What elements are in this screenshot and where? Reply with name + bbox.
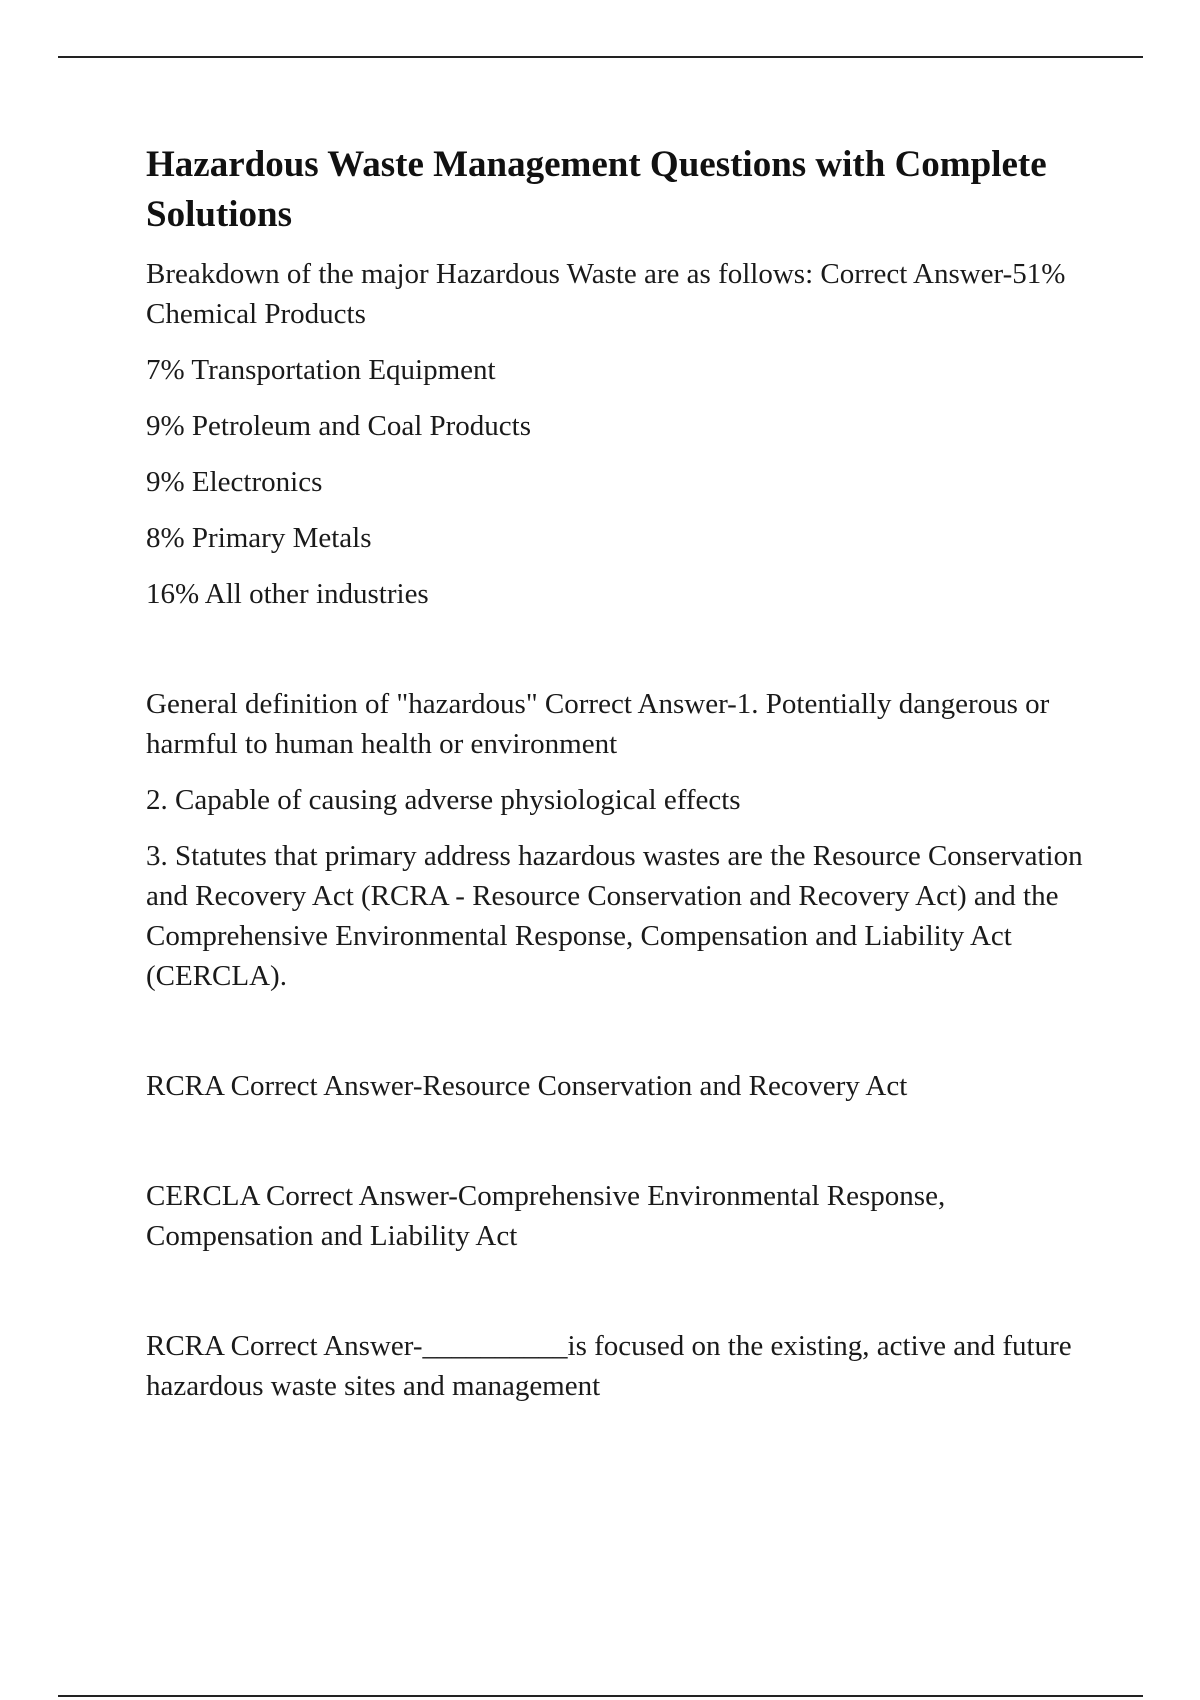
top-rule bbox=[58, 56, 1143, 58]
answer-line-transportation: 7% Transportation Equipment bbox=[146, 354, 496, 386]
page-title: Hazardous Waste Management Questions with Complete Solutions bbox=[146, 144, 1047, 235]
bottom-rule bbox=[58, 1695, 1143, 1697]
question-rcra-focus: RCRA Correct Answer-__________is focused on the existing, active and future hazardous waste sites and management bbox=[146, 1330, 1072, 1402]
question-waste-breakdown: Breakdown of the major Hazardous Waste are as follows: Correct Answer-51% Chemical Products bbox=[146, 258, 1066, 330]
answer-line-physiological: 2. Capable of causing adverse physiological effects bbox=[146, 784, 741, 816]
document-body bbox=[146, 140, 1086, 1422]
question-rcra: RCRA Correct Answer-Resource Conservation and Recovery Act bbox=[146, 1070, 908, 1102]
question-hazardous-definition: General definition of "hazardous" Correct Answer-1. Potentially dangerous or harmful to human health or environment bbox=[146, 688, 1050, 760]
question-cercla: CERCLA Correct Answer-Comprehensive Environmental Response, Compensation and Liability Act bbox=[146, 1180, 946, 1252]
answer-line-electronics: 9% Electronics bbox=[146, 466, 323, 498]
answer-line-metals: 8% Primary Metals bbox=[146, 522, 372, 554]
answer-line-other: 16% All other industries bbox=[146, 578, 429, 610]
answer-line-statutes: 3. Statutes that primary address hazardous wastes are the Resource Conservation and Recovery Act (RCRA - Resource Conservation and Recovery Act) and the Comprehensive Environmental Response, Compensation and Liability Act (CERCLA). bbox=[146, 840, 1083, 992]
answer-line-petroleum: 9% Petroleum and Coal Products bbox=[146, 410, 532, 442]
